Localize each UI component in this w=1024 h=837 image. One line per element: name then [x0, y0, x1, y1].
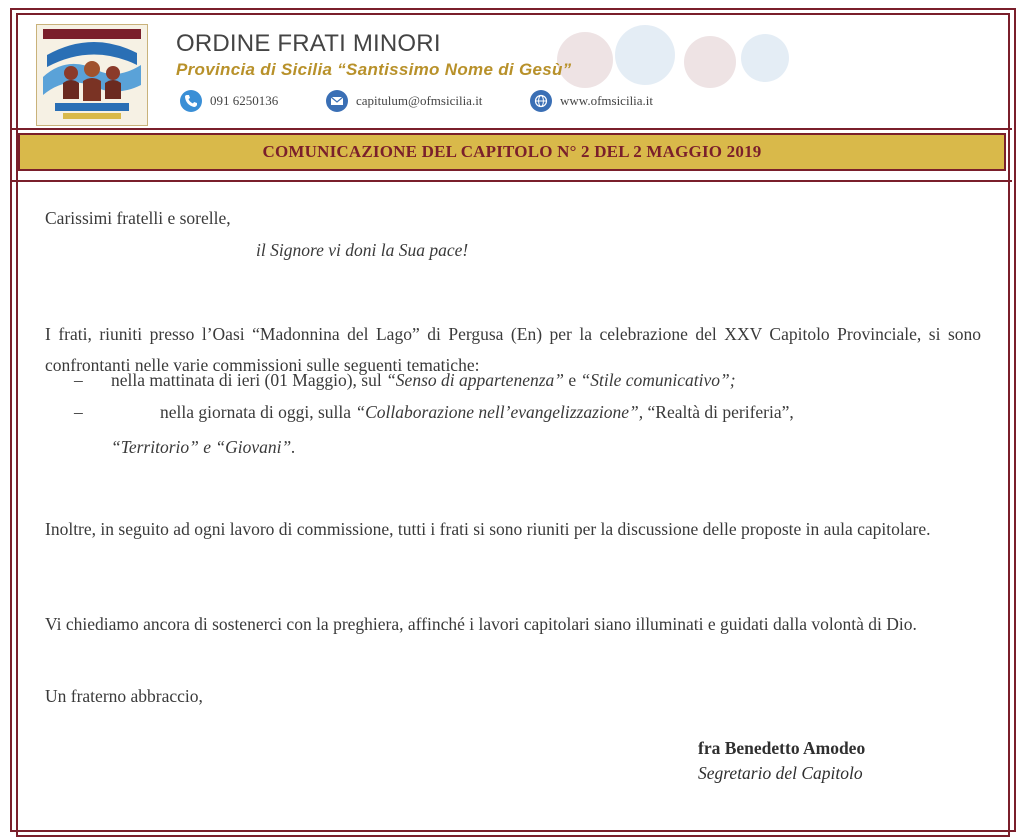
globe-icon	[530, 90, 552, 112]
bullet1-topic-senso: “Senso di appartenenza”	[386, 370, 565, 390]
paragraph-commissions: Inoltre, in seguito ad ogni lavoro di commissione, tutti i frati si sono riuniti per la discussione delle proposte in aula capitolare.	[45, 518, 931, 539]
greeting: Carissimi fratelli e sorelle,	[45, 208, 231, 228]
bullet-item-2-cont	[111, 432, 296, 463]
bullet1-and: e	[564, 370, 581, 390]
bullet-dash-1: –	[74, 370, 83, 390]
bullet2-text: nella giornata di oggi, sulla	[160, 402, 356, 422]
bullet-dash-2: –	[74, 402, 83, 422]
bullet-item-2	[160, 397, 794, 428]
blessing: il Signore vi doni la Sua pace!	[256, 240, 469, 260]
banner-title: COMUNICAZIONE DEL CAPITOLO N° 2 DEL 2 MAGGIO 2019	[262, 142, 762, 161]
bullet1-text: nella mattinata di ieri (01 Maggio), sul	[111, 370, 387, 390]
bullet-item-1	[111, 365, 736, 396]
contact-email[interactable]	[326, 90, 482, 112]
closing: Un fraterno abbraccio,	[45, 686, 203, 706]
paragraph-intro: I frati, riuniti presso l’Oasi “Madonnina del Lago” di Pergusa (En) per la celebrazione del XXV Capitolo Provinciale, si sono confrontanti nelle varie commissioni sulle seguenti tematiche:	[45, 323, 981, 375]
bullet2-topic-periferia: “Realtà di periferia”,	[643, 402, 794, 422]
contact-phone[interactable]	[180, 90, 278, 112]
phone-icon	[180, 90, 202, 112]
bullet2-topic-collaborazione: “Collaborazione nell’evangelizzazione”,	[355, 402, 644, 422]
org-title: ORDINE FRATI MINORI	[176, 30, 441, 57]
signature-role: Segretario del Capitolo	[698, 763, 863, 783]
chapter-logo-graphic	[37, 25, 147, 125]
website-url: www.ofmsicilia.it	[560, 93, 654, 108]
email-icon	[326, 90, 348, 112]
bullet1-topic-stile: “Stile comunicativo”;	[580, 370, 736, 390]
bullet2-topic-territorio-giovani: “Territorio” e “Giovani”.	[111, 437, 296, 457]
paragraph-prayer: Vi chiediamo ancora di sostenerci con la preghiera, affinché i lavori capitolari siano illuminati e guidati dalla volontà di Dio.	[45, 613, 917, 634]
contact-website[interactable]	[530, 90, 653, 112]
org-subtitle: Provincia di Sicilia “Santissimo Nome di Gesù”	[176, 60, 572, 79]
signature-name: fra Benedetto Amodeo	[698, 738, 866, 758]
communication-banner	[18, 133, 1006, 171]
phone-number: 091 6250136	[210, 93, 279, 108]
chapter-logo	[36, 24, 148, 126]
email-address: capitulum@ofmsicilia.it	[356, 93, 483, 108]
